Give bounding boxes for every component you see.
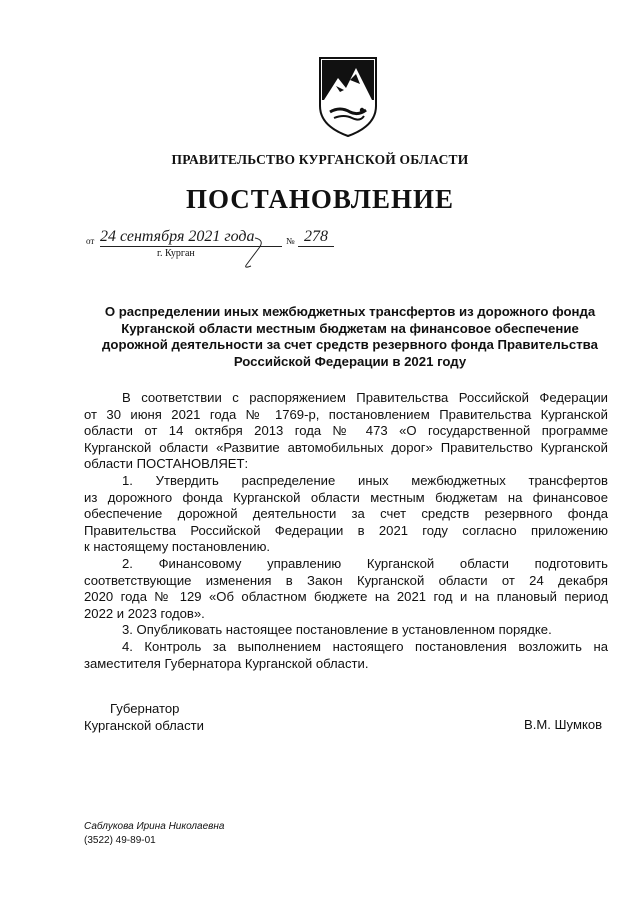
signature-flourish-icon — [225, 236, 275, 270]
executor-info — [84, 820, 224, 848]
body-line: от 30 июня 2021 года № 1769-р, постановлением Правительства Курганской — [84, 406, 608, 422]
document-type-title: ПОСТАНОВЛЕНИЕ — [185, 184, 455, 214]
document-body — [84, 390, 608, 672]
signatory-position — [84, 700, 204, 734]
executor-name: Саблукова Ирина Николаевна — [84, 821, 225, 832]
body-line: Курганской области «Развитие автомобильных дорог» Правительство Курганской — [84, 439, 608, 455]
heading-line: Курганской области местным бюджетам на финансовое обеспечение — [121, 320, 579, 336]
body-line: В соответствии с распоряжением Правительства Российской Федерации — [122, 390, 608, 405]
body-line: 4. Контроль за выполнением настоящего постановления возложить на — [122, 638, 608, 654]
from-label: от — [86, 236, 95, 246]
body-line: к настоящему постановлению. — [84, 539, 271, 555]
handwritten-date: 24 сентября 2021 года — [100, 228, 255, 245]
document-heading — [80, 304, 620, 370]
body-line: 2. Финансовому управлению Курганской области подготовить — [122, 555, 608, 571]
number-underline — [298, 246, 334, 247]
executor-phone: (3522) 49-89-01 — [84, 835, 156, 846]
body-line: 1. Утвердить распределение иных межбюджетных трансфертов — [122, 472, 608, 488]
handwritten-number: 278 — [304, 228, 328, 245]
body-line: 2022 и 2023 годов». — [84, 605, 205, 621]
body-line: заместителя Губернатора Курганской области. — [84, 655, 369, 671]
city-label: г. Курган — [157, 248, 195, 259]
signatory-name: В.М. Шумков — [524, 717, 603, 732]
heading-line: О распределении иных межбюджетных трансфертов из дорожного фонда — [104, 304, 596, 319]
heading-line: Российской Федерации в 2021 году — [233, 353, 467, 369]
number-label: № — [286, 236, 295, 246]
body-line: обеспечение дорожной деятельности за счет средств резервного фонда — [84, 506, 608, 522]
signatory-region: Курганской области — [84, 718, 204, 733]
body-line: области от 14 октября 2013 года № 473 «О государственной программе — [84, 423, 608, 439]
signatory-title: Губернатор — [110, 701, 180, 716]
body-line: из дорожного фонда Курганской области местным бюджетам на финансовое — [84, 489, 608, 505]
body-line: области ПОСТАНОВЛЯЕТ: — [84, 456, 249, 472]
body-line: 2020 года № 129 «Об областном бюджете на 2021 год и на плановый период — [84, 589, 608, 605]
body-line: 3. Опубликовать настоящее постановление в установленном порядке. — [122, 622, 552, 638]
heading-line: дорожной деятельности за счет средств резервного фонда Правительства — [102, 337, 598, 352]
body-line: Правительства Российской Федерации в 2021 году согласно приложению — [84, 522, 608, 538]
body-line: соответствующие изменения в Закон Курганской области от 24 декабря — [84, 572, 608, 588]
kurgan-coat-of-arms-icon — [316, 56, 380, 138]
government-title: ПРАВИТЕЛЬСТВО КУРГАНСКОЙ ОБЛАСТИ — [171, 152, 469, 167]
